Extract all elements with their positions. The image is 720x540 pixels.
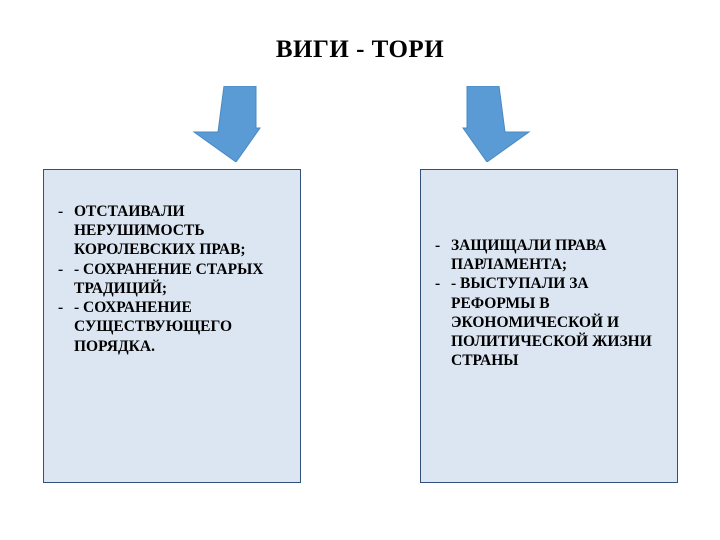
right-box-inner (421, 170, 677, 371)
list-item-label: ОТСТАИВАЛИ НЕРУШИМОСТЬ КОРОЛЕВСКИХ ПРАВ; (74, 203, 246, 259)
list-item (421, 236, 677, 274)
list-item (421, 274, 677, 370)
bullet-dash: - (58, 203, 64, 220)
bullet-dash: - (435, 237, 441, 254)
right-box-list (421, 236, 677, 371)
arrow-left-icon (168, 86, 268, 162)
left-box-inner (44, 170, 300, 356)
list-item (44, 260, 300, 298)
arrow-right-icon (455, 86, 555, 162)
left-content-box (43, 169, 301, 483)
bullet-dash: - (58, 299, 64, 317)
list-item (44, 298, 300, 356)
bullet-dash: - (435, 275, 441, 293)
left-box-list (44, 202, 300, 356)
right-content-box (420, 169, 678, 483)
list-item (44, 202, 300, 260)
bullet-dash: - (58, 260, 64, 278)
list-item-label: ЗАЩИЩАЛИ ПРАВА ПАРЛАМЕНТА; (451, 237, 607, 274)
list-item-label: - СОХРАНЕНИЕ СТАРЫХ ТРАДИЦИЙ; (74, 260, 264, 297)
page-title: ВИГИ - ТОРИ (275, 36, 445, 63)
list-item-label: - СОХРАНЕНИЕ СУЩЕСТВУЮЩЕГО ПОРЯДКА. (74, 299, 233, 355)
list-item-label: - ВЫСТУПАЛИ ЗА РЕФОРМЫ В ЭКОНОМИЧЕСКОЙ И ПОЛИТИЧЕСКОЙ ЖИЗНИ СТРАНЫ (451, 275, 652, 370)
